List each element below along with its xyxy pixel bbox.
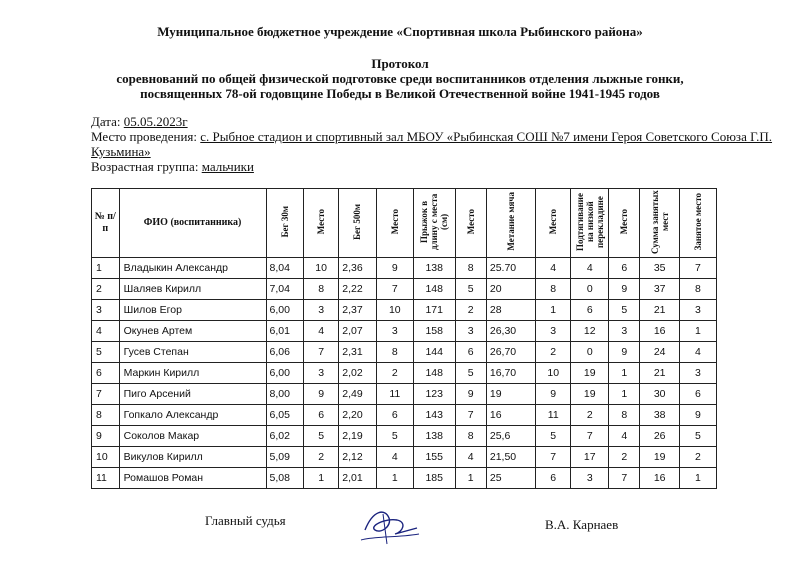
cell-throw: 28 — [486, 300, 535, 321]
cell-p4: 11 — [536, 405, 571, 426]
cell-num: 3 — [92, 300, 120, 321]
cell-num: 7 — [92, 384, 120, 405]
col-place3: Место — [455, 189, 486, 258]
cell-p1: 5 — [304, 426, 339, 447]
cell-final: 8 — [679, 279, 716, 300]
cell-p5: 1 — [609, 363, 640, 384]
cell-run500: 2,01 — [339, 468, 377, 489]
cell-sum: 37 — [640, 279, 679, 300]
place-label: Место проведения: — [91, 129, 198, 144]
cell-run500: 2,02 — [339, 363, 377, 384]
cell-num: 9 — [92, 426, 120, 447]
table-row — [92, 321, 717, 342]
place-line — [91, 129, 781, 159]
group-line — [91, 159, 781, 174]
cell-p5: 7 — [609, 468, 640, 489]
cell-sum: 24 — [640, 342, 679, 363]
protocol-title — [0, 56, 800, 101]
cell-pull: 2 — [571, 405, 609, 426]
cell-p2: 11 — [376, 384, 413, 405]
cell-p5: 4 — [609, 426, 640, 447]
cell-p4: 2 — [536, 342, 571, 363]
group-value: мальчики — [201, 159, 254, 174]
table-row — [92, 258, 717, 279]
cell-sum: 21 — [640, 363, 679, 384]
table-row — [92, 384, 717, 405]
cell-p2: 5 — [376, 426, 413, 447]
cell-p1: 9 — [304, 384, 339, 405]
cell-name: Маркин Кирилл — [119, 363, 266, 384]
cell-p1: 10 — [304, 258, 339, 279]
cell-num: 4 — [92, 321, 120, 342]
group-label: Возрастная группа: — [91, 159, 199, 174]
cell-throw: 16 — [486, 405, 535, 426]
cell-name: Викулов Кирилл — [119, 447, 266, 468]
cell-sum: 19 — [640, 447, 679, 468]
cell-p4: 6 — [536, 468, 571, 489]
cell-run30: 6,02 — [266, 426, 304, 447]
cell-run500: 2,12 — [339, 447, 377, 468]
cell-p2: 10 — [376, 300, 413, 321]
cell-sum: 16 — [640, 321, 679, 342]
col-name: ФИО (воспитанника) — [119, 189, 266, 258]
cell-final: 1 — [679, 321, 716, 342]
cell-throw: 16,70 — [486, 363, 535, 384]
cell-pull: 6 — [571, 300, 609, 321]
cell-run500: 2,19 — [339, 426, 377, 447]
cell-p3: 9 — [455, 384, 486, 405]
cell-run30: 8,04 — [266, 258, 304, 279]
cell-p5: 5 — [609, 300, 640, 321]
cell-jump: 158 — [413, 321, 455, 342]
cell-name: Шилов Егор — [119, 300, 266, 321]
col-place1: Место — [304, 189, 339, 258]
cell-pull: 19 — [571, 384, 609, 405]
cell-sum: 38 — [640, 405, 679, 426]
cell-final: 9 — [679, 405, 716, 426]
cell-run30: 6,00 — [266, 363, 304, 384]
cell-sum: 26 — [640, 426, 679, 447]
cell-p5: 1 — [609, 384, 640, 405]
cell-p1: 3 — [304, 363, 339, 384]
cell-num: 6 — [92, 363, 120, 384]
table-row — [92, 279, 717, 300]
col-sum: Сумма занятых мест — [640, 189, 679, 258]
cell-run500: 2,36 — [339, 258, 377, 279]
handwritten-signature-icon — [355, 500, 425, 548]
cell-run500: 2,49 — [339, 384, 377, 405]
cell-final: 4 — [679, 342, 716, 363]
cell-num: 1 — [92, 258, 120, 279]
cell-run500: 2,31 — [339, 342, 377, 363]
judge-name: В.А. Карнаев — [545, 517, 619, 532]
cell-throw: 21,50 — [486, 447, 535, 468]
cell-final: 2 — [679, 447, 716, 468]
cell-name: Шаляев Кирилл — [119, 279, 266, 300]
cell-throw: 25 — [486, 468, 535, 489]
cell-throw: 26,70 — [486, 342, 535, 363]
cell-p2: 7 — [376, 279, 413, 300]
cell-p5: 6 — [609, 258, 640, 279]
cell-p1: 7 — [304, 342, 339, 363]
cell-sum: 21 — [640, 300, 679, 321]
cell-pull: 4 — [571, 258, 609, 279]
doc-type: Протокол — [371, 56, 429, 71]
cell-name: Пиго Арсений — [119, 384, 266, 405]
cell-pull: 0 — [571, 342, 609, 363]
cell-final: 1 — [679, 468, 716, 489]
cell-run30: 6,00 — [266, 300, 304, 321]
cell-run500: 2,37 — [339, 300, 377, 321]
cell-jump: 155 — [413, 447, 455, 468]
cell-p2: 9 — [376, 258, 413, 279]
cell-num: 11 — [92, 468, 120, 489]
cell-run30: 6,01 — [266, 321, 304, 342]
cell-name: Окунев Артем — [119, 321, 266, 342]
cell-p4: 4 — [536, 258, 571, 279]
cell-p3: 5 — [455, 363, 486, 384]
cell-p4: 3 — [536, 321, 571, 342]
col-throw: Метание мяча — [486, 189, 535, 258]
cell-jump: 123 — [413, 384, 455, 405]
cell-p3: 4 — [455, 447, 486, 468]
cell-run30: 6,05 — [266, 405, 304, 426]
table-row — [92, 363, 717, 384]
cell-p1: 4 — [304, 321, 339, 342]
col-place5: Место — [609, 189, 640, 258]
cell-p3: 5 — [455, 279, 486, 300]
cell-run500: 2,07 — [339, 321, 377, 342]
cell-jump: 185 — [413, 468, 455, 489]
cell-p2: 8 — [376, 342, 413, 363]
cell-p5: 2 — [609, 447, 640, 468]
results-table — [91, 188, 717, 489]
subtitle-line-1: соревнований по общей физической подготовке среди воспитанников отделения лыжные гонки, — [116, 71, 684, 86]
col-num: № п/п — [92, 189, 120, 258]
col-pullups: Подтягивание на низкой перекладине — [571, 189, 609, 258]
cell-jump: 171 — [413, 300, 455, 321]
cell-p4: 1 — [536, 300, 571, 321]
table-row — [92, 426, 717, 447]
subtitle-line-2: посвященных 78-ой годовщине Победы в Великой Отечественной войне 1941-1945 годов — [140, 86, 660, 101]
cell-p5: 9 — [609, 279, 640, 300]
cell-p4: 9 — [536, 384, 571, 405]
cell-name: Владыкин Александр — [119, 258, 266, 279]
judge-label: Главный судья — [205, 513, 286, 528]
cell-p5: 8 — [609, 405, 640, 426]
cell-final: 3 — [679, 363, 716, 384]
date-value: 05.05.2023г — [123, 114, 188, 129]
cell-p1: 1 — [304, 468, 339, 489]
cell-p2: 4 — [376, 447, 413, 468]
cell-p2: 2 — [376, 363, 413, 384]
cell-jump: 144 — [413, 342, 455, 363]
cell-run30: 5,09 — [266, 447, 304, 468]
cell-p1: 8 — [304, 279, 339, 300]
cell-name: Соколов Макар — [119, 426, 266, 447]
cell-pull: 7 — [571, 426, 609, 447]
cell-p1: 2 — [304, 447, 339, 468]
table-row — [92, 342, 717, 363]
cell-p3: 3 — [455, 321, 486, 342]
cell-p1: 6 — [304, 405, 339, 426]
cell-throw: 25,6 — [486, 426, 535, 447]
cell-throw: 25.70 — [486, 258, 535, 279]
cell-pull: 3 — [571, 468, 609, 489]
header-row — [92, 189, 717, 258]
cell-p4: 10 — [536, 363, 571, 384]
cell-pull: 17 — [571, 447, 609, 468]
cell-run500: 2,22 — [339, 279, 377, 300]
cell-num: 2 — [92, 279, 120, 300]
cell-p5: 9 — [609, 342, 640, 363]
cell-pull: 12 — [571, 321, 609, 342]
place-value: с. Рыбное стадион и спортивный зал МБОУ «Рыбинская СОШ №7 имени Героя Советского Союза Г.П. Кузьмина» — [91, 129, 773, 159]
cell-name: Ромашов Роман — [119, 468, 266, 489]
organization-name: Муниципальное бюджетное учреждение «Спортивная школа Рыбинского района» — [157, 24, 643, 39]
col-place4: Место — [536, 189, 571, 258]
col-place2: Место — [376, 189, 413, 258]
cell-jump: 148 — [413, 279, 455, 300]
col-final: Занятое место — [679, 189, 716, 258]
cell-p4: 5 — [536, 426, 571, 447]
cell-p2: 3 — [376, 321, 413, 342]
cell-run30: 5,08 — [266, 468, 304, 489]
cell-jump: 143 — [413, 405, 455, 426]
cell-run30: 8,00 — [266, 384, 304, 405]
cell-sum: 16 — [640, 468, 679, 489]
cell-sum: 35 — [640, 258, 679, 279]
cell-num: 5 — [92, 342, 120, 363]
cell-name: Гусев Степан — [119, 342, 266, 363]
cell-p3: 8 — [455, 426, 486, 447]
cell-jump: 148 — [413, 363, 455, 384]
col-jump: Прыжок в длину с места (см) — [413, 189, 455, 258]
cell-pull: 19 — [571, 363, 609, 384]
cell-pull: 0 — [571, 279, 609, 300]
date-line — [91, 114, 781, 129]
cell-run30: 7,04 — [266, 279, 304, 300]
cell-final: 3 — [679, 300, 716, 321]
cell-final: 6 — [679, 384, 716, 405]
cell-throw: 26,30 — [486, 321, 535, 342]
table-row — [92, 405, 717, 426]
cell-p2: 6 — [376, 405, 413, 426]
table-row — [92, 447, 717, 468]
cell-p2: 1 — [376, 468, 413, 489]
col-run30: Бег 30м — [266, 189, 304, 258]
cell-num: 8 — [92, 405, 120, 426]
cell-p3: 2 — [455, 300, 486, 321]
cell-throw: 19 — [486, 384, 535, 405]
cell-jump: 138 — [413, 258, 455, 279]
meta-block — [91, 114, 781, 174]
col-run500: Бег 500м — [339, 189, 377, 258]
cell-p4: 8 — [536, 279, 571, 300]
cell-p1: 3 — [304, 300, 339, 321]
cell-name: Гопкало Александр — [119, 405, 266, 426]
cell-p4: 7 — [536, 447, 571, 468]
cell-p3: 8 — [455, 258, 486, 279]
cell-p3: 6 — [455, 342, 486, 363]
cell-final: 5 — [679, 426, 716, 447]
cell-num: 10 — [92, 447, 120, 468]
cell-p3: 1 — [455, 468, 486, 489]
cell-sum: 30 — [640, 384, 679, 405]
cell-p5: 3 — [609, 321, 640, 342]
table-row — [92, 300, 717, 321]
cell-run30: 6,06 — [266, 342, 304, 363]
cell-final: 7 — [679, 258, 716, 279]
cell-throw: 20 — [486, 279, 535, 300]
table-row — [92, 468, 717, 489]
cell-p3: 7 — [455, 405, 486, 426]
cell-run500: 2,20 — [339, 405, 377, 426]
date-label: Дата: — [91, 114, 121, 129]
cell-jump: 138 — [413, 426, 455, 447]
